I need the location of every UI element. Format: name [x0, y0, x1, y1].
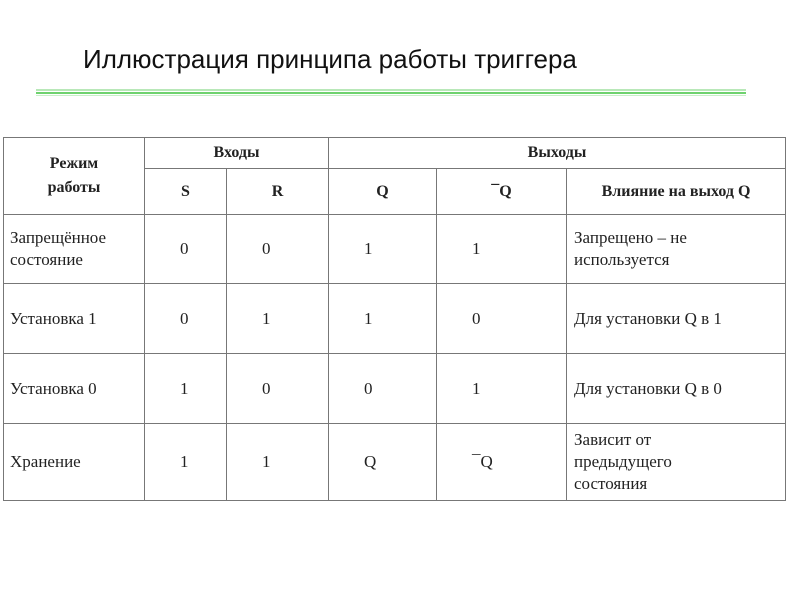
title-underline [36, 95, 746, 96]
row-s: 0 [145, 284, 227, 354]
header-mode-label: Режим работы [47, 155, 101, 196]
row-effect: Для установки Q в 1 [567, 284, 786, 354]
header-q-inverse: ¯Q [437, 169, 567, 215]
row-q: 1 [329, 284, 437, 354]
row-s: 1 [145, 424, 227, 501]
row-r: 0 [227, 354, 329, 424]
row-effect: Для установки Q в 0 [567, 354, 786, 424]
header-mode [4, 138, 145, 215]
row-r: 1 [227, 424, 329, 501]
row-q: 1 [329, 215, 437, 284]
page-title: Иллюстрация принципа работы триггера [83, 44, 577, 74]
title-underline [36, 89, 746, 91]
row-q: 0 [329, 354, 437, 424]
header-effect: Влияние на выход Q [567, 169, 786, 215]
header-s: S [145, 169, 227, 215]
row-s: 1 [145, 354, 227, 424]
table-row [4, 284, 786, 354]
header-r: R [227, 169, 329, 215]
row-effect [567, 215, 786, 284]
row-r: 0 [227, 215, 329, 284]
row-q-inverse: 1 [437, 354, 567, 424]
row-mode: Установка 0 [4, 354, 145, 424]
row-q: Q [329, 424, 437, 501]
table-row [4, 354, 786, 424]
row-r: 1 [227, 284, 329, 354]
row-mode: Установка 1 [4, 284, 145, 354]
row-q-inverse: 0 [437, 284, 567, 354]
row-effect [567, 424, 786, 501]
row-s: 0 [145, 215, 227, 284]
trigger-truth-table [3, 137, 786, 501]
row-mode: Запрещённое состояние [4, 215, 145, 284]
table-row [4, 424, 786, 501]
row-q-inverse: 1 [437, 215, 567, 284]
title-underline [36, 92, 746, 94]
row-effect-text: Зависит от предыдущего состояния [574, 430, 672, 493]
header-inputs: Входы [145, 138, 329, 169]
header-outputs: Выходы [329, 138, 786, 169]
table-row [4, 215, 786, 284]
row-effect-text: Запрещено – не используется [574, 228, 687, 269]
header-q: Q [329, 169, 437, 215]
row-q-inverse: ¯Q [437, 424, 567, 501]
row-mode: Хранение [4, 424, 145, 501]
